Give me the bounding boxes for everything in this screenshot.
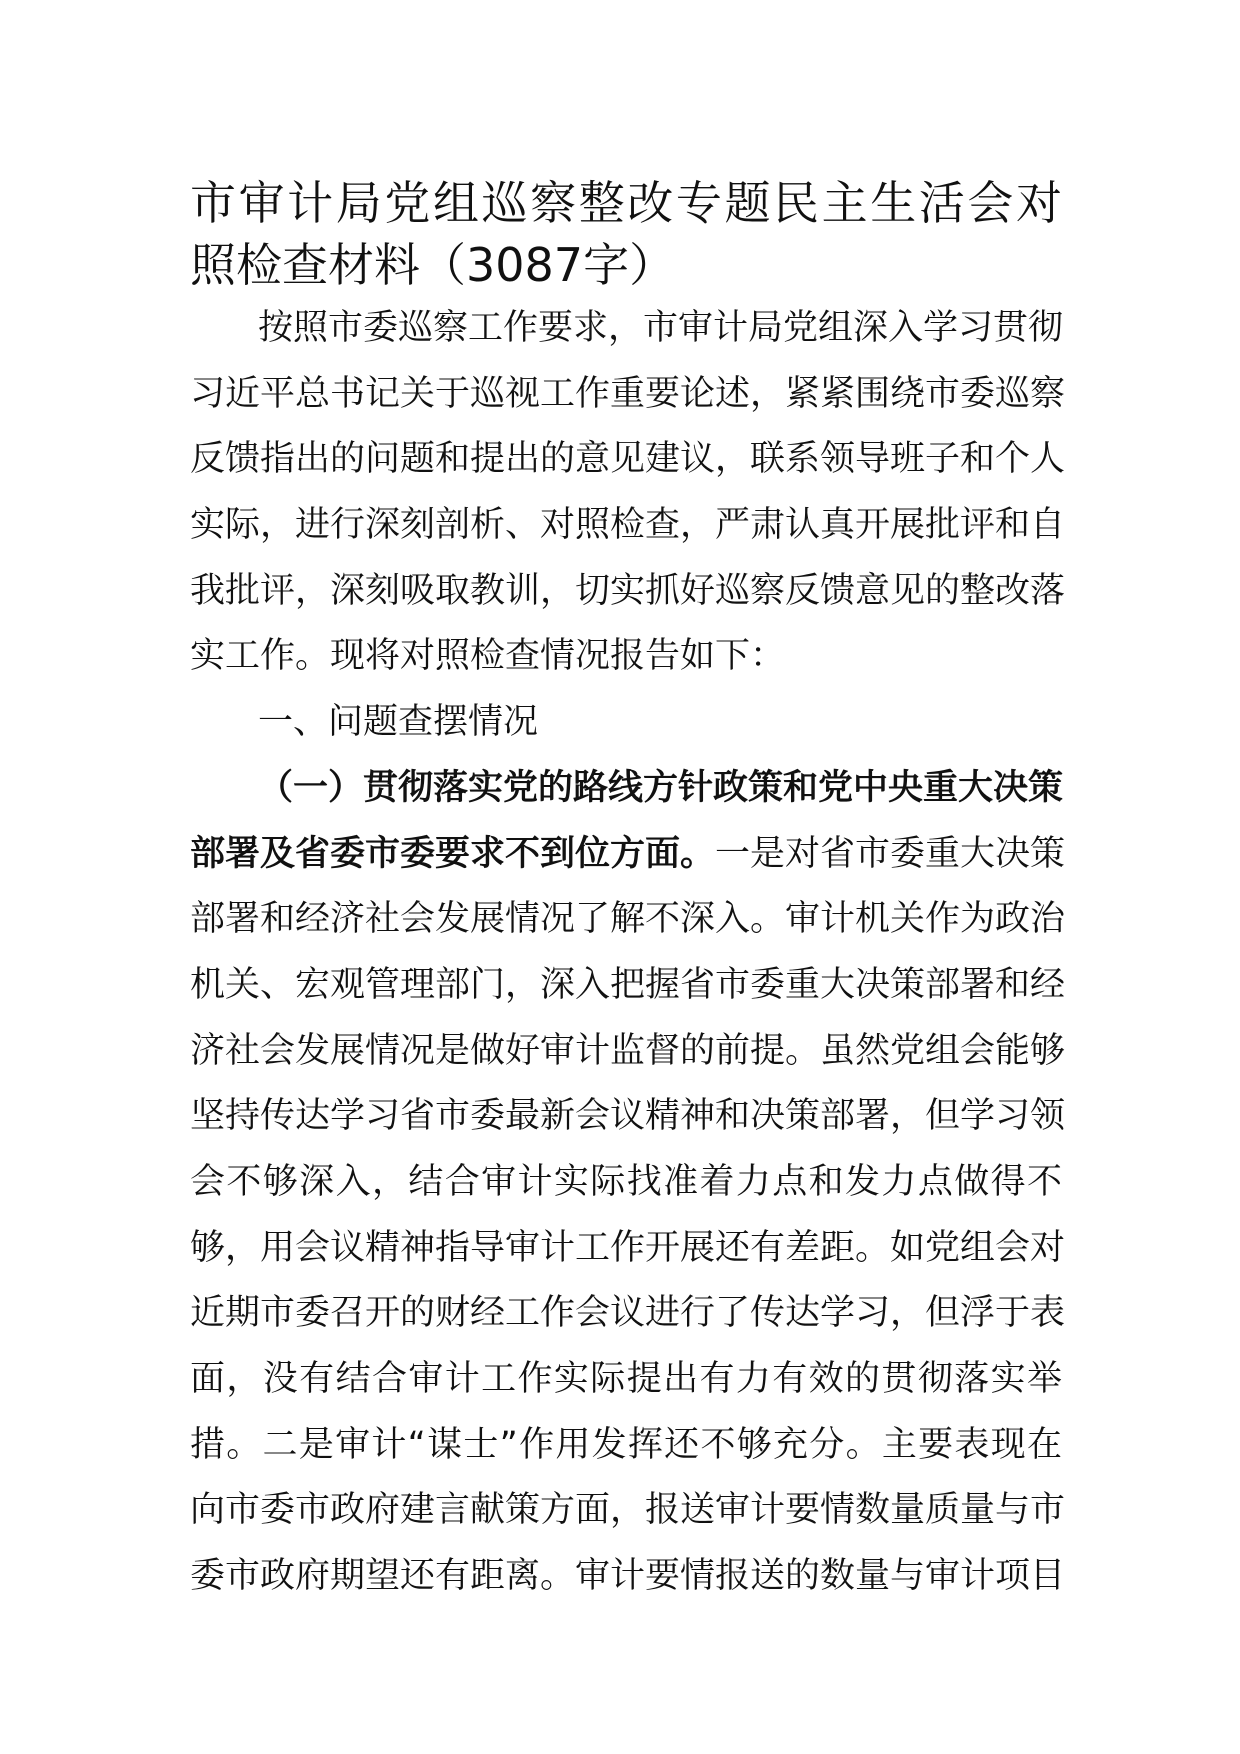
text-line	[190, 756, 1062, 822]
title-line-2: 照检查材料（3087字）	[190, 238, 676, 292]
line-text: 措。二是审计“谋士”作用发挥还不够充分。主要表现在	[190, 1424, 1062, 1465]
text-line	[190, 1544, 1066, 1610]
text-line	[190, 427, 1066, 493]
text-line	[190, 296, 1062, 362]
text-line	[190, 887, 1066, 953]
text-line	[190, 1150, 1062, 1216]
text-line	[190, 624, 1062, 690]
line-text: 一是对省市委重大决策	[715, 833, 1066, 874]
line-text: 济社会发展情况是做好审计监督的前提。虽然党组会能够	[190, 1030, 1066, 1071]
line-text: 向市委市政府建言献策方面，报送审计要情数量质量与市	[190, 1490, 1066, 1531]
text-line	[190, 1478, 1066, 1544]
text-line	[190, 493, 1066, 559]
line-text: 实工作。现将对照检查情况报告如下：	[190, 636, 786, 677]
line-text: 部署和经济社会发展情况了解不深入。审计机关作为政治	[190, 899, 1066, 940]
document-body	[190, 296, 1066, 1610]
title-line-1: 市审计局党组巡察整改专题民主生活会对	[190, 176, 1062, 230]
document-title	[190, 172, 1062, 296]
text-line	[190, 1347, 1062, 1413]
bold-heading-text: 部署及省委市委要求不到位方面。	[190, 833, 716, 874]
line-text: 坚持传达学习省市委最新会议精神和决策部署，但学习领	[190, 1096, 1066, 1137]
line-text: 近期市委召开的财经工作会议进行了传达学习，但浮于表	[190, 1293, 1066, 1334]
text-line	[190, 1019, 1066, 1085]
text-line	[190, 1084, 1066, 1150]
text-line	[190, 690, 1062, 756]
text-line	[190, 362, 1066, 428]
line-text: 委市政府期望还有距离。审计要情报送的数量与审计项目	[190, 1556, 1066, 1597]
line-text: 机关、宏观管理部门，深入把握省市委重大决策部署和经	[190, 964, 1066, 1005]
line-text: 会不够深入，结合审计实际找准着力点和发力点做得不	[190, 1161, 1062, 1202]
line-text: 一、问题查摆情况	[258, 702, 539, 743]
text-line	[190, 953, 1066, 1019]
text-line	[190, 1281, 1066, 1347]
line-text: 面，没有结合审计工作实际提出有力有效的贯彻落实举	[190, 1359, 1062, 1399]
line-text: 习近平总书记关于巡视工作重要论述，紧紧围绕市委巡察	[190, 373, 1066, 414]
line-text: 够，用会议精神指导审计工作开展还有差距。如党组会对	[190, 1227, 1066, 1268]
bold-heading-text: （一）贯彻落实党的路线方针政策和党中央重大决策	[258, 767, 1064, 808]
line-text: 反馈指出的问题和提出的意见建议，联系领导班子和个人	[190, 439, 1066, 480]
text-line	[190, 822, 1066, 888]
text-line	[190, 559, 1066, 625]
line-text: 按照市委巡察工作要求，市审计局党组深入学习贯彻	[258, 308, 1064, 348]
text-line	[190, 1216, 1066, 1282]
line-text: 实际，进行深刻剖析、对照检查，严肃认真开展批评和自	[190, 505, 1066, 546]
text-line	[190, 1413, 1062, 1479]
line-text: 我批评，深刻吸取教训，切实抓好巡察反馈意见的整改落	[190, 570, 1066, 611]
